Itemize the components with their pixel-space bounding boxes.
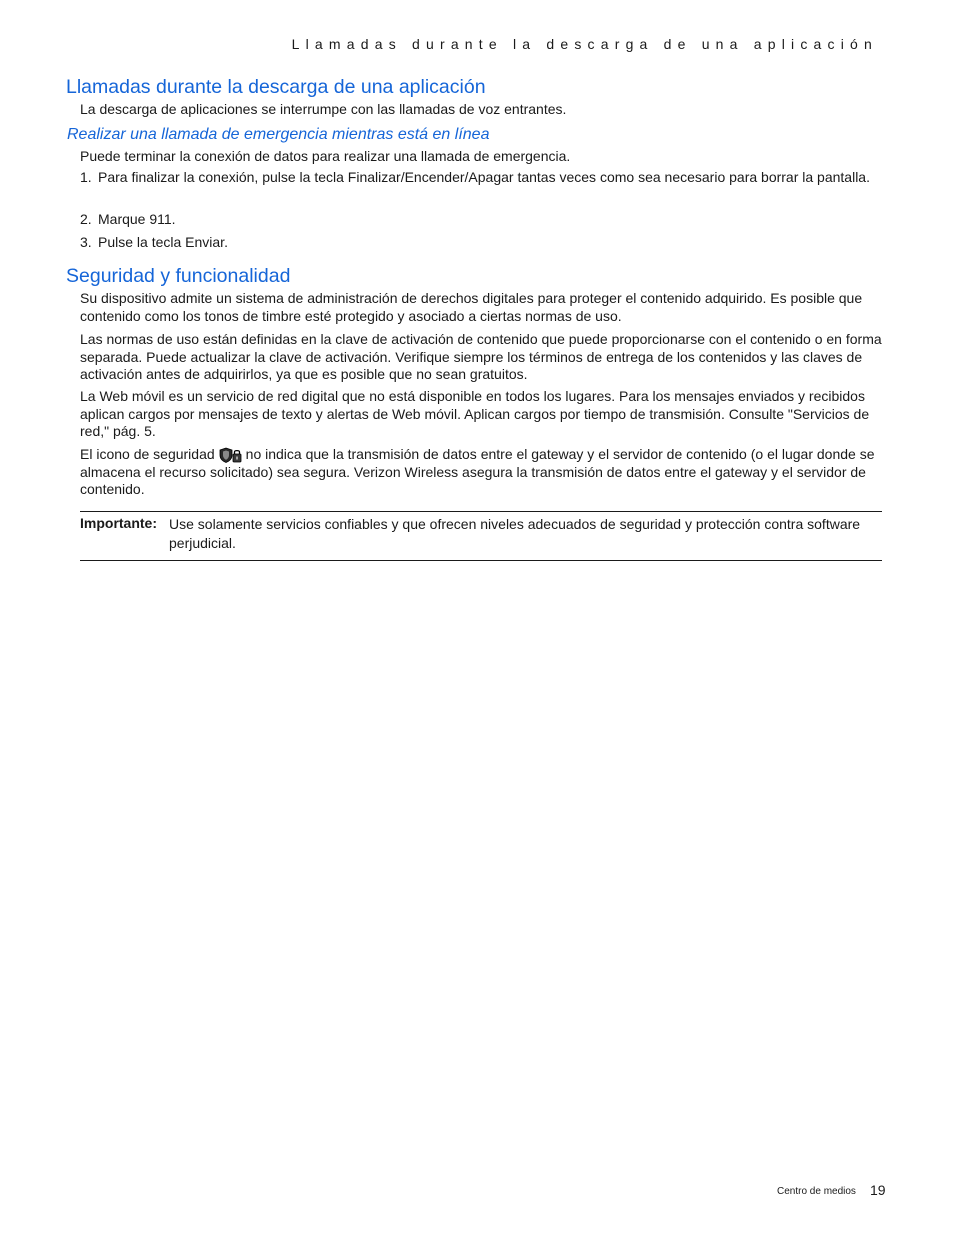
subsection-title-emergency: Realizar una llamada de emergencia mientras está en línea <box>67 126 490 143</box>
note-text: Use solamente servicios confiables y que ofrecen niveles adecuados de seguridad y protección contra software perjudicial. <box>169 516 861 551</box>
step-2 <box>80 211 885 229</box>
security-lock-icon <box>218 447 242 463</box>
paragraph-text-after-icon: no indica que la transmisión de datos entre el gateway y el servidor de contenido (o el lugar donde se almacena el recurso solicitado) sea segura. Verizon Wireless asegura la transmisión de datos entre el gateway y el servidor de contenido. <box>80 446 875 497</box>
step-1 <box>80 169 885 187</box>
note-top-rule <box>80 511 882 512</box>
step-text: Marque 911. <box>98 211 176 227</box>
security-paragraph-3: La Web móvil es un servicio de red digital que no está disponible en todos los lugares. Para los mensajes enviados y recibidos aplican cargos por mensajes de texto y alertas de Web móvil. Aplican cargos por tiempo de transmisión. Consulte "Servicios de red," pág. 5. <box>80 388 870 439</box>
step-number: 1. <box>80 169 92 185</box>
step-number: 2. <box>80 211 92 227</box>
footer-chapter-label: Centro de medios <box>777 1186 856 1197</box>
step-text: Pulse la tecla Enviar. <box>98 234 228 250</box>
security-paragraph-4 <box>80 446 885 499</box>
section-title-security: Seguridad y funcionalidad <box>66 265 291 287</box>
section-body-downloads: La descarga de aplicaciones se interrumpe con las llamadas de voz entrantes. <box>80 101 567 117</box>
page-number: 19 <box>870 1182 886 1198</box>
running-header: Llamadas durante la descarga de una aplicación <box>291 36 878 52</box>
step-number: 3. <box>80 234 92 250</box>
note-label: Importante: <box>80 515 157 531</box>
security-paragraph-1: Su dispositivo admite un sistema de administración de derechos digitales para proteger el contenido adquirido. Es posible que contenido como los tonos de timbre esté protegido y asociado a ciertas normas de uso. <box>80 290 863 324</box>
section-title-downloads: Llamadas durante la descarga de una aplicación <box>66 76 486 98</box>
step-text: Para finalizar la conexión, pulse la tecla Finalizar/Encender/Apagar tantas veces como sea necesario para borrar la pantalla. <box>98 169 870 185</box>
note-bottom-rule <box>80 560 882 561</box>
security-paragraph-2: Las normas de uso están definidas en la clave de activación de contenido que puede proporcionarse con el contenido o en forma separada. Puede actualizar la clave de activación. Verifique siempre los términos de entrega de los contenidos y las claves de activación antes de adquirirlos, ya que es posible que no sean gratuitos. <box>80 331 882 382</box>
subsection-intro: Puede terminar la conexión de datos para realizar una llamada de emergencia. <box>80 148 571 164</box>
paragraph-text-before-icon: El icono de seguridad <box>80 446 215 462</box>
step-3 <box>80 234 885 252</box>
